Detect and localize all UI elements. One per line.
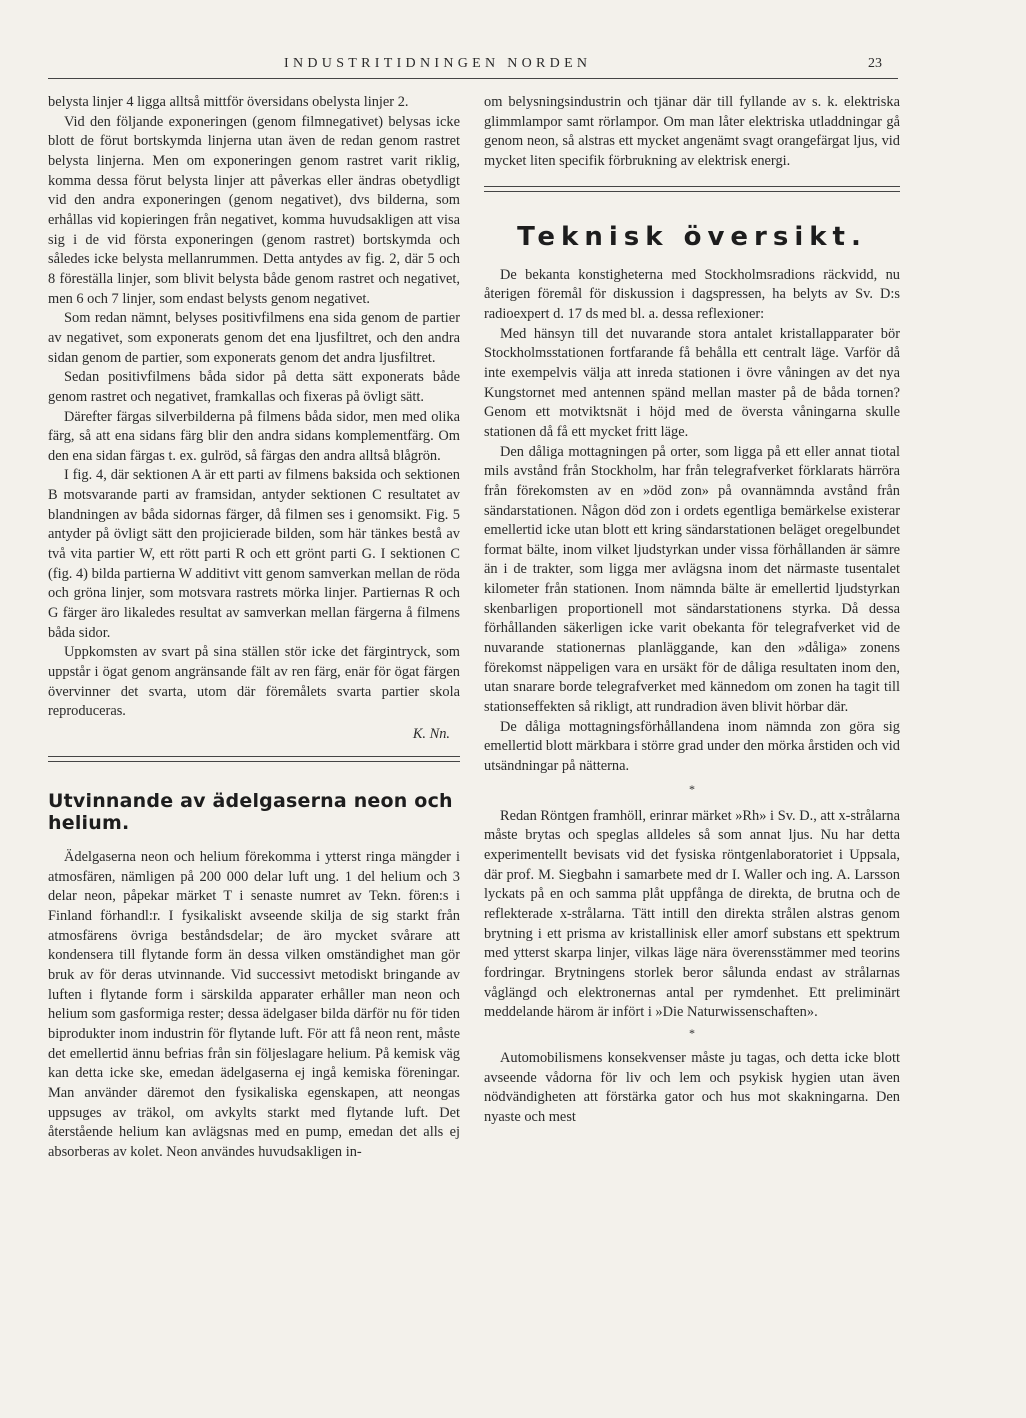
paragraph: belysta linjer 4 ligga alltså mittför översidans obelysta linjer 2. bbox=[48, 94, 409, 110]
paragraph: Den dåliga mottagningen på orter, som ligga på ett eller annat tiotal mils avstånd från Stockholm, har från telegrafverket förklarats härröra från förekomsten av en »död zon» på ovannämnda avstånd från sändarstationen. Någon död zon i ordets egentliga bemärkelse existerar emellertid icke utan blott ett kring sändarstationen beläget oregelbundet format bälte, inom vilket ljudstyrkan under vissa förhållanden är sämre än i de trakter, som ligga mer avlägsna inom det närmaste tusentalet kilometer från stationen. Inom nämnda bälte är emellertid ljudstyrkan skenbarligen proportionell mot sändarstationens styrka. Då dessa förhållanden säkerligen icke varit obekanta för telegrafverket vid de nuvarande stationernas planläggande, kan den »dåliga» zonens förekomst näppeligen vara en ursäkt för de dåliga resultaten inom den, utan snarare borde telegrafverket med kännedom om zonen ha tagit till stationseffekten så rikligt, att rundradion även blivit hörbar där. bbox=[484, 443, 900, 716]
paragraph: De bekanta konstigheterna med Stockholmsradions räckvidd, nu återigen föremål för diskussion i dagspressen, ha belyts av Sv. D:s radioexpert d. 17 ds med bl. a. dessa reflexioner: bbox=[484, 266, 900, 322]
paragraph: Redan Röntgen framhöll, erinrar märket »Rh» i Sv. D., att x-strålarna måste brytas och speglas alldeles så som annat ljus. Nu har detta experimentellt bevisats vid det fysiska röntgenlaboratoriet i Uppsala, där prof. M. Siegbahn i samarbete med dr I. Waller och ing. A. Larsson lyckats på en och samma plåt uppfånga de direkta, de brutna och de reflekterade x-strålarna. Tätt intill den direkta strålen alstras genom brytning i ett prisma av kristallinisk eller amorf substans ett spektrum med ytterst skarpa linjer, vilkas läge nära överensstämmer med teorins fordringar. Brytningens storlek beror sålunda endast av strålarnas våglängd och elektronernas antal per rymdenhet. Ett preliminärt meddelande härom är infört i »Die Naturwissenschaften». bbox=[484, 807, 900, 1021]
separator-asterisk: * bbox=[689, 1025, 695, 1040]
section-divider bbox=[484, 186, 900, 192]
paragraph: Med hänsyn till det nuvarande stora antalet kristallapparater bör Stockholmsstationen fortfarande få behålla ett centralt läge. Varför då inte exempelvis välja att inreda stationen i övre våningen av det nya Kungstornet med antennen spänd mellan master på de båda tornen? Genom ett motviktsnät i höjd med de översta våningarna skulle stationen då få ett mycket fritt läge. bbox=[484, 325, 900, 440]
right-column bbox=[484, 93, 900, 1128]
paragraph: Ädelgaserna neon och helium förekomma i ytterst ringa mängder i atmosfären, nämligen på 200 000 delar luft ung. 1 del helium och 3 delar neon, påpekar märket T i senaste numret av Tekn. fören:s i Finland förhandl:r. I fysikaliskt avseende skilja de sig starkt från atmosfärens övriga beståndsdelar; de äro mycket svårare att kondensera till flytande form än dessa vilken omständighet man gör bruk av för deras utvinnande. Vid successivt metodiskt bringande av luften i flytande form i särskilda apparater erhåller man neon och helium som gasformiga rester; dessa ädelgaser bilda därför nu för tiden biprodukter inom industrin för flytande luft. För att få neon rent, måste det emellertid ännu befrias från sin följeslagare helium. På kemisk väg kan detta icke ske, emedan ädelgaserna ej ingå kemiska föreningar. Man använder däremot den fysikaliska egenskapen, att neongas uppsuges av träkol, om avkylts starkt med flytande luft. Det återstående helium kan avlägsnas med en pump, emedan det alls ej absorberas av kolet. Neon användes huvudsakligen in- bbox=[48, 849, 460, 1160]
journal-title: INDUSTRITIDNINGEN NORDEN bbox=[284, 56, 592, 71]
running-header bbox=[48, 56, 898, 78]
paragraph: Sedan positivfilmens båda sidor på detta sätt exponerats både genom rastret och negativet, framkallas och fixeras på övligt sätt. bbox=[48, 369, 460, 405]
separator-asterisk: * bbox=[689, 781, 695, 796]
section-divider bbox=[48, 756, 460, 762]
paragraph: Automobilismens konsekvenser måste ju tagas, och detta icke blott avseende vådorna för liv och lem och psykisk hygien utan även nödvändigheten att förstärka gator och hus mot skakningarna. Den nyaste och mest bbox=[484, 1049, 900, 1125]
author-signature: K. Nn. bbox=[412, 726, 450, 742]
paragraph: Därefter färgas silverbilderna på filmens båda sidor, men med olika färg, så att ena sidans färg blir den andra sidans komplementfärg. Om den ena sidan färgas t. ex. gulröd, så färgas den andra alltså blågrön. bbox=[48, 408, 460, 464]
paragraph: Uppkomsten av svart på sina ställen stör icke det färgintryck, som uppstår i ögat genom angränsande fält av ren färg, enär för ögat färgen övervinner det svarta, utom där föremålets svarta partier skola reproduceras. bbox=[48, 644, 460, 720]
paragraph: I fig. 4, där sektionen A är ett parti av filmens baksida och sektionen B motsvarande parti av framsidan, antyder sektionen C resultatet av blandningen av båda sidornas färger, då filmen ses i genomsikt. Fig. 5 antyder på övligt sätt den projicierade bilden, som här tänkes bestå av två vita partier W, ett rött parti R och ett grönt parti G. I sektionen C (fig. 4) bilda partierna W additivt vitt genom samverkan mellan de röda och gröna linjer, som motsvara rastrets mörka linjer. Partiernas R och G färger äro likaledes resultat av samverkan mellan färgerna å filmens båda sidor. bbox=[48, 467, 460, 641]
paragraph: om belysningsindustrin och tjänar där till fyllande av s. k. elektriska glimmlampor samt rörlampor. Om man låter elektriska utladdningar gå genom neon, så alstras ett mycket angenämt svagt orangefärgat ljus, vid mycket liten specifik förbrukning av elektrisk energi. bbox=[484, 94, 900, 169]
article-heading: Utvinnande av ädelgaserna neon och helium. bbox=[48, 790, 453, 834]
paragraph: Som redan nämnt, belyses positivfilmens ena sida genom de partier av negativet, som exponerats genom det ena ljusfiltret, och den andra sidan genom de partier, som exponerats genom det andra ljusfiltret. bbox=[48, 310, 460, 366]
paragraph: De dåliga mottagningsförhållandena inom nämnda zon göra sig emellertid blott märkbara i större grad under den mörka årstiden och vid utsändningar på nätterna. bbox=[484, 718, 900, 775]
left-column bbox=[48, 93, 460, 1163]
header-rule bbox=[48, 78, 898, 79]
paragraph: Vid den följande exponeringen (genom filmnegativet) belysas icke blott de förut bortskymda linjerna utan även de redan genom rastret belysta linjerna. Men om exponeringen genom rastret varit riklig, komma dessa förut belysta linjer att påverkas eller ändras obetydligt vid den andra exponeringen (genom negativet), dvs bilderna, som erhållas vid kopieringen från negativet, komma huvudsakligen att visa sig i de vid första exponeringen (genom rastret) bortskymda och således icke belysta mellanrummen. Detta antydes av fig. 2, där 5 och 8 föreställa linjer, som blivit belysta både genom rastret och negativet, men 6 och 7 linjer, som endast belysts genom negativet. bbox=[48, 113, 460, 307]
page-number: 23 bbox=[868, 56, 882, 71]
section-heading: Teknisk översikt. bbox=[517, 221, 867, 252]
